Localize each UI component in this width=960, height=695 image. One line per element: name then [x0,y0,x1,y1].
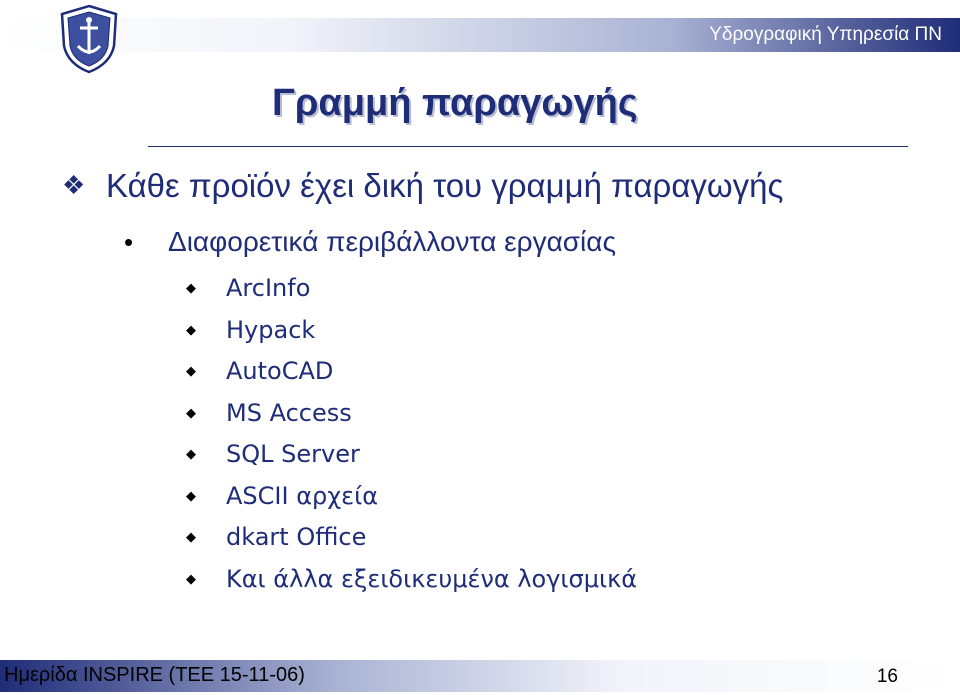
diamond-flower-bullet-icon: ❖ [62,170,86,200]
level2-text: Διαφορετικά περιβάλλοντα εργασίας [168,226,616,257]
title-divider [148,146,908,147]
small-diamond-bullet-icon: ◆ [186,447,196,462]
list-item [186,395,637,437]
small-diamond-bullet-icon: ◆ [186,364,196,379]
footer-text: Ημερίδα INSPIRE (ΤΕΕ 15-11-06) [4,664,305,686]
page-number: 16 [876,666,898,687]
small-diamond-bullet-icon: ◆ [186,281,196,296]
list-item [186,270,637,312]
list-item-text: MS Access [226,398,352,427]
level1-item [62,167,783,205]
list-item [186,353,637,395]
list-item [186,436,637,478]
organization-name: Υδρογραφική Υπηρεσία ΠΝ [709,24,942,45]
small-diamond-bullet-icon: ◆ [186,488,196,504]
list-item-text: AutoCAD [226,357,334,385]
small-diamond-bullet-icon: ◆ [186,322,196,338]
list-item [186,312,637,354]
small-diamond-bullet-icon: ◆ [186,530,196,545]
list-item-text: SQL Server [226,440,360,468]
small-diamond-bullet-icon: ◆ [186,571,196,587]
list-item-text: dkart Office [226,523,367,551]
list-item-text: ASCII αρχεία [226,481,379,510]
list-item [186,478,637,520]
list-item-text: ArcInfo [226,274,311,302]
slide-title: Γραμμή παραγωγής [272,82,638,124]
list-item-text: Hypack [226,315,316,344]
round-bullet-icon: • [124,227,134,257]
software-list [186,270,637,602]
list-item [186,519,637,561]
list-item [186,561,637,603]
navy-crest-icon [58,4,120,74]
small-diamond-bullet-icon: ◆ [186,405,196,421]
level1-text: Κάθε προϊόν έχει δική του γραμμή παραγωγής [106,167,784,204]
level2-item [124,226,616,258]
list-item-text: Και άλλα εξειδικευμένα λογισμικά [226,564,638,593]
